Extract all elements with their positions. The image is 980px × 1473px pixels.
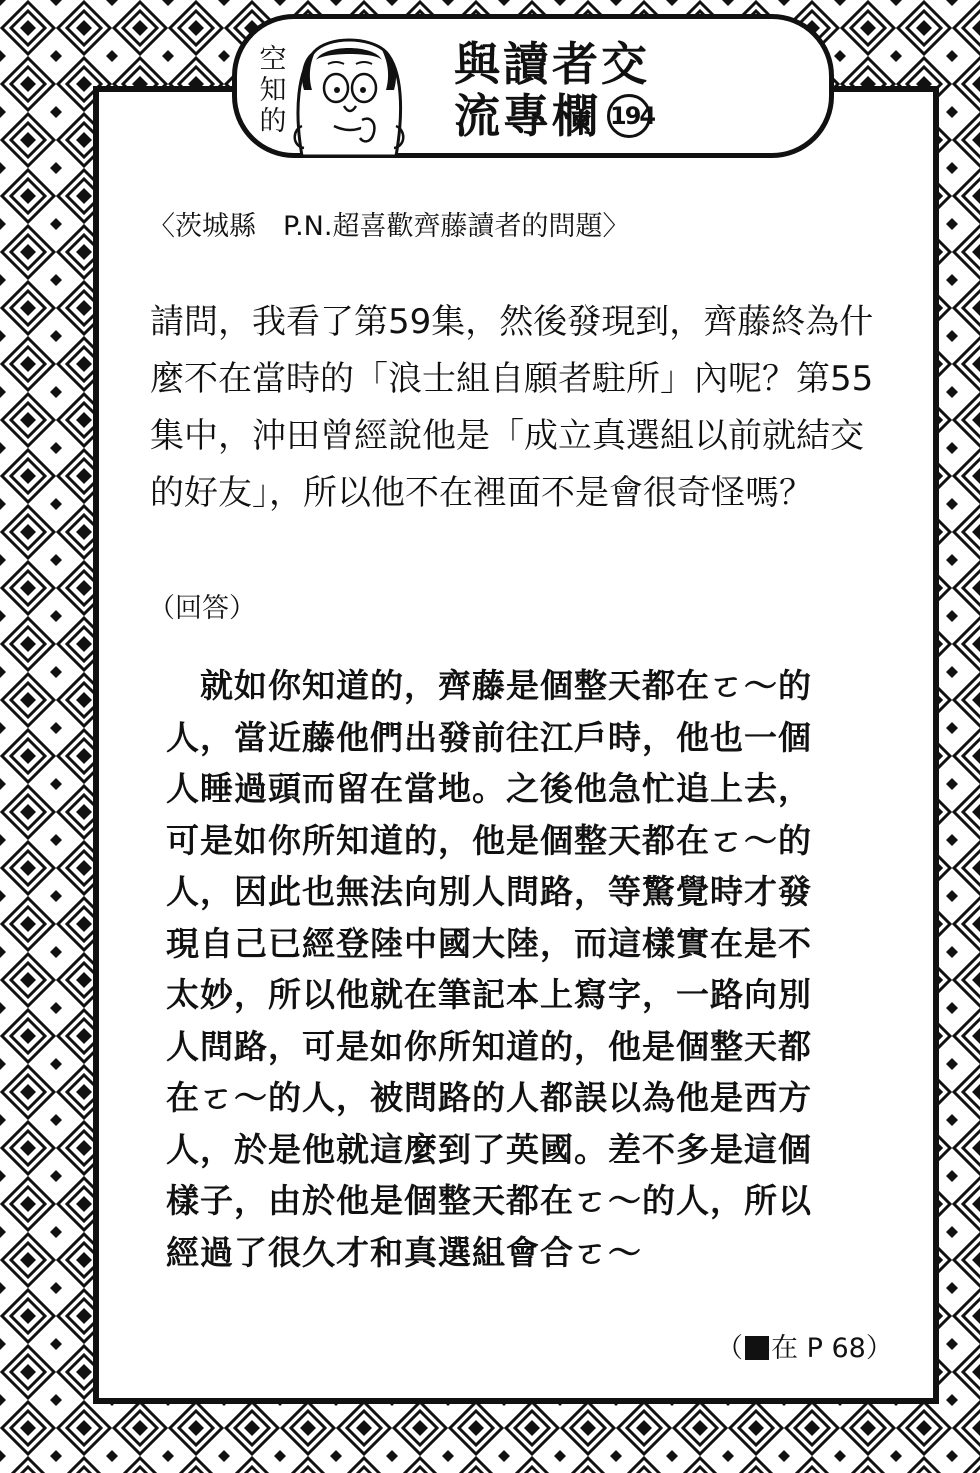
- answer-line: 人，當近藤他們出發前往江戶時，他也一個: [166, 717, 812, 757]
- column-label-char: 知: [259, 75, 287, 106]
- letter-question: 請問，我看了第59集，然後發現到，齊藤終為什麼不在當時的「浪士組自願者駐所」內呢？第55集中，沖田曾經說他是「成立真選組以前就結交的好友」，所以他不在裡面不是會很奇怪嗎？: [150, 302, 874, 513]
- column-label-char: 空: [259, 44, 287, 75]
- answer-line: 人，因此也無法向別人問路，等驚覺時才發: [166, 872, 812, 911]
- page-ref-open: （: [716, 1333, 743, 1364]
- column-title: [454, 38, 684, 142]
- black-square-icon: [745, 1336, 769, 1360]
- answer-label: （回答）: [148, 593, 256, 624]
- issue-number-badge: 194: [607, 94, 651, 138]
- answer-line: 就如你知道的，齊藤是個整天都在ㄛ～的: [166, 666, 812, 705]
- caricature-face-icon: [284, 30, 414, 156]
- answer-line: 在ㄛ～的人，被問路的人都誤以為他是西方: [166, 1078, 812, 1117]
- answer-text: [166, 660, 866, 1278]
- answer-line: 可是如你所知道的，他是個整天都在ㄛ～的: [166, 820, 812, 860]
- answer-line: 人，於是他就這麼到了英國。差不多是這個: [166, 1129, 812, 1169]
- answer-line: 人問路，可是如你所知道的，他是個整天都: [166, 1026, 812, 1066]
- answer-line: 現自己已經登陸中國大陸，而這樣實在是不: [166, 923, 812, 963]
- title-line-1: 與讀者交: [454, 37, 650, 91]
- page-reference: [716, 1326, 893, 1365]
- answer-line: 經過了很久才和真選組會合ㄛ～: [166, 1232, 642, 1272]
- answer-line: 人睡過頭而留在當地。之後他急忙追上去，: [166, 769, 812, 808]
- page-ref-text: 在 P 68: [771, 1333, 866, 1364]
- letter-sender: 〈茨城縣 P.N.超喜歡齊藤讀者的問題〉: [148, 211, 630, 242]
- column-label-char: 的: [259, 106, 287, 137]
- answer-line: 樣子，由於他是個整天都在ㄛ～的人，所以: [166, 1181, 812, 1220]
- title-line-2: 流專欄: [454, 89, 601, 143]
- page-ref-close: ）: [865, 1333, 893, 1364]
- answer-line: 太妙，所以他就在筆記本上寫字，一路向別: [166, 975, 812, 1014]
